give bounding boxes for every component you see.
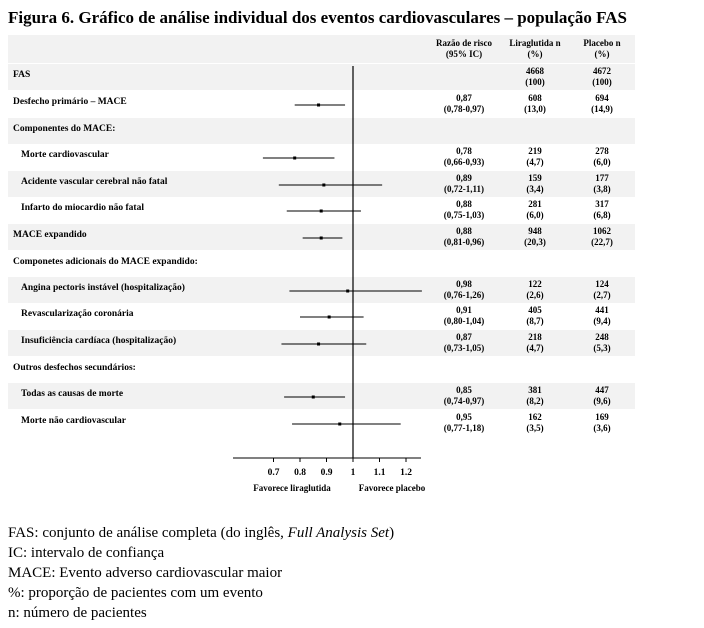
- row-placebo-value: 278: [595, 146, 609, 156]
- row-lira-ci: (8,7): [526, 316, 544, 326]
- row-placebo-ci: (9,4): [593, 316, 611, 326]
- row-lira-value: 122: [528, 279, 542, 289]
- row-label: Revascularização coronária: [21, 309, 134, 319]
- row-lira-value: 281: [528, 199, 542, 209]
- header-lira-line2: (%): [527, 49, 543, 59]
- row-ratio-value: 0,89: [456, 173, 472, 183]
- x-tick-label: 1.2: [400, 468, 412, 478]
- row-ratio-value: 0,95: [456, 412, 472, 422]
- row-ratio-ci: (0,80-1,04): [443, 316, 485, 326]
- footnote-text: MACE: Evento adverso cardiovascular maior: [8, 565, 283, 581]
- row-lira-value: 608: [528, 93, 542, 103]
- row-placebo-value: 447: [595, 385, 609, 395]
- row-ratio-value: 0,88: [456, 226, 472, 236]
- row-label: Desfecho primário – MACE: [13, 97, 127, 107]
- footnote: [8, 585, 263, 602]
- row-placebo-ci: (5,3): [593, 343, 611, 353]
- footnote-emphasis: Full Analysis Set: [287, 525, 390, 541]
- footnote: [8, 605, 147, 622]
- footnote: [8, 545, 164, 562]
- row-label: MACE expandido: [13, 230, 87, 240]
- footnote-text: FAS: conjunto de análise completa (do inglês,: [8, 525, 288, 541]
- row-placebo-value: 1062: [593, 226, 611, 236]
- row-placebo-ci: (3,8): [593, 184, 611, 194]
- row-lira-value: 381: [528, 385, 542, 395]
- point-estimate: [346, 290, 349, 293]
- row-lira-ci: (6,0): [526, 210, 544, 220]
- row-lira-value: 4668: [526, 66, 544, 76]
- row-label: Outros desfechos secundários:: [13, 363, 136, 373]
- row-placebo-value: 317: [595, 199, 609, 209]
- footnote: [8, 565, 282, 582]
- row-label: Acidente vascular cerebral não fatal: [21, 177, 168, 187]
- row-lira-ci: (20,3): [524, 237, 546, 247]
- point-estimate: [338, 423, 341, 426]
- row-placebo-value: 124: [595, 279, 609, 289]
- header-placebo-line1: Placebo n: [583, 38, 621, 48]
- row-label: Insuficiência cardíaca (hospitalização): [21, 336, 177, 346]
- row-ratio-value: 0,78: [456, 146, 472, 156]
- point-estimate: [320, 210, 323, 213]
- figure-title: Figura 6. Gráfico de análise individual dos eventos cardiovasculares – população FAS: [8, 8, 627, 27]
- row-label: Angina pectoris instável (hospitalização): [21, 283, 185, 293]
- row-placebo-ci: (3,6): [593, 423, 611, 433]
- row-ratio-ci: (0,66-0,93): [443, 157, 485, 167]
- row-lira-value: 159: [528, 173, 542, 183]
- footnote-text: IC: intervalo de confiança: [8, 545, 165, 561]
- row-label: Componentes do MACE:: [13, 124, 116, 134]
- row-ratio-value: 0,91: [456, 305, 472, 315]
- row-placebo-ci: (100): [592, 77, 612, 87]
- row-lira-ci: (4,7): [526, 343, 544, 353]
- row-lira-ci: (13,0): [524, 104, 546, 114]
- row-ratio-value: 0,88: [456, 199, 472, 209]
- row-placebo-ci: (6,8): [593, 210, 611, 220]
- row-ratio-value: 0,87: [456, 93, 472, 103]
- row-ratio-ci: (0,74-0,97): [443, 396, 485, 406]
- row-lira-ci: (3,4): [526, 184, 544, 194]
- footnote-text-end: ): [389, 525, 395, 541]
- point-estimate: [312, 396, 315, 399]
- x-tick-label: 0.8: [294, 468, 306, 478]
- row-ratio-ci: (0,72-1,11): [444, 184, 484, 194]
- x-tick-label: 1.1: [373, 468, 386, 478]
- row-placebo-ci: (2,7): [593, 290, 611, 300]
- row-ratio-value: 0,85: [456, 385, 472, 395]
- point-estimate: [317, 343, 320, 346]
- row-ratio-ci: (0,73-1,05): [443, 343, 485, 353]
- row-lira-ci: (4,7): [526, 157, 544, 167]
- row-placebo-ci: (22,7): [591, 237, 613, 247]
- row-lira-value: 405: [528, 305, 542, 315]
- row-lira-ci: (100): [525, 77, 545, 87]
- row-placebo-value: 441: [595, 305, 609, 315]
- x-label-right: Favorece placebo: [358, 483, 426, 493]
- row-label: Infarto do miocardio não fatal: [21, 203, 144, 213]
- x-label-left: Favorece liraglutida: [253, 483, 331, 493]
- row-label: Todas as causas de morte: [21, 389, 124, 399]
- row-ratio-ci: (0,78-0,97): [443, 104, 485, 114]
- point-estimate: [293, 157, 296, 160]
- row-ratio-ci: (0,77-1,18): [443, 423, 485, 433]
- x-tick-label: 0.9: [320, 468, 333, 478]
- row-lira-ci: (3,5): [526, 423, 544, 433]
- footnote-text: %: proporção de pacientes com um evento: [8, 585, 263, 601]
- row-label: FAS: [13, 70, 31, 80]
- point-estimate: [317, 104, 320, 107]
- row-label: Morte cardiovascular: [21, 150, 109, 160]
- row-label: Morte não cardiovascular: [21, 416, 127, 426]
- row-ratio-ci: (0,76-1,26): [443, 290, 485, 300]
- row-ratio-ci: (0,75-1,03): [443, 210, 485, 220]
- row-lira-value: 218: [528, 332, 542, 342]
- row-placebo-ci: (9,6): [593, 396, 611, 406]
- header-placebo-line2: (%): [594, 49, 610, 59]
- row-lira-ci: (8,2): [526, 396, 544, 406]
- footnote: [8, 525, 394, 542]
- header-ratio-line2: (95% IC): [445, 49, 483, 59]
- row-placebo-ci: (14,9): [591, 104, 613, 114]
- row-ratio-value: 0,87: [456, 332, 472, 342]
- point-estimate: [328, 316, 331, 319]
- row-placebo-value: 169: [595, 412, 609, 422]
- row-placebo-ci: (6,0): [593, 157, 611, 167]
- row-placebo-value: 248: [595, 332, 609, 342]
- x-tick-label: 0.7: [267, 468, 280, 478]
- header-ratio-line1: Razão de risco: [436, 38, 492, 48]
- footnote-text: n: número de pacientes: [8, 605, 147, 621]
- x-tick-label: 1: [350, 468, 356, 478]
- point-estimate: [322, 184, 325, 187]
- row-lira-ci: (2,6): [526, 290, 544, 300]
- point-estimate: [320, 237, 323, 240]
- row-placebo-value: 4672: [593, 66, 611, 76]
- row-lira-value: 162: [528, 412, 542, 422]
- row-label: Componetes adicionais do MACE expandido:: [13, 257, 198, 267]
- row-placebo-value: 694: [595, 93, 609, 103]
- row-ratio-ci: (0,81-0,96): [443, 237, 485, 247]
- row-lira-value: 219: [528, 146, 542, 156]
- header-lira-line1: Liraglutida n: [509, 38, 561, 48]
- row-lira-value: 948: [528, 226, 542, 236]
- row-ratio-value: 0,98: [456, 279, 472, 289]
- row-placebo-value: 177: [595, 173, 609, 183]
